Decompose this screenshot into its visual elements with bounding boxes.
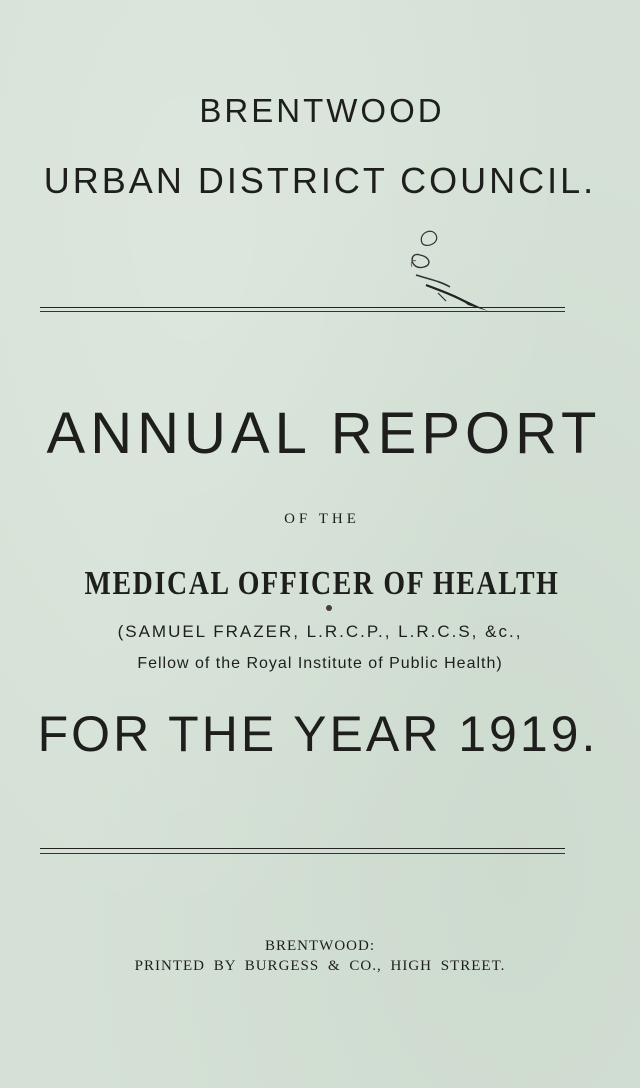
officer-fellowship: Fellow of the Royal Institute of Public Health) [137, 655, 503, 672]
office-title: MEDICAL OFFICER OF HEALTH [84, 565, 560, 602]
officer-name: (SAMUEL FRAZER, L.R.C.P., L.R.C.S, &c., [117, 622, 523, 641]
divider-bottom [40, 848, 565, 849]
divider-bottom-thin [40, 853, 565, 854]
of-the-label: OF THE [284, 511, 360, 527]
imprint-place: BRENTWOOD: [265, 938, 375, 954]
imprint-printer: PRINTED BY BURGESS & CO., HIGH STREET. [134, 958, 506, 974]
divider-top [40, 307, 565, 308]
pen-flourish-icon [360, 215, 510, 325]
report-title: ANNUAL REPORT [46, 401, 602, 466]
header-council: URBAN DISTRICT COUNCIL. [43, 160, 597, 201]
ornament-dot [326, 605, 332, 611]
divider-top-thin [40, 311, 565, 312]
report-year: FOR THE YEAR 1919. [37, 706, 599, 762]
header-place: BRENTWOOD [199, 92, 445, 129]
